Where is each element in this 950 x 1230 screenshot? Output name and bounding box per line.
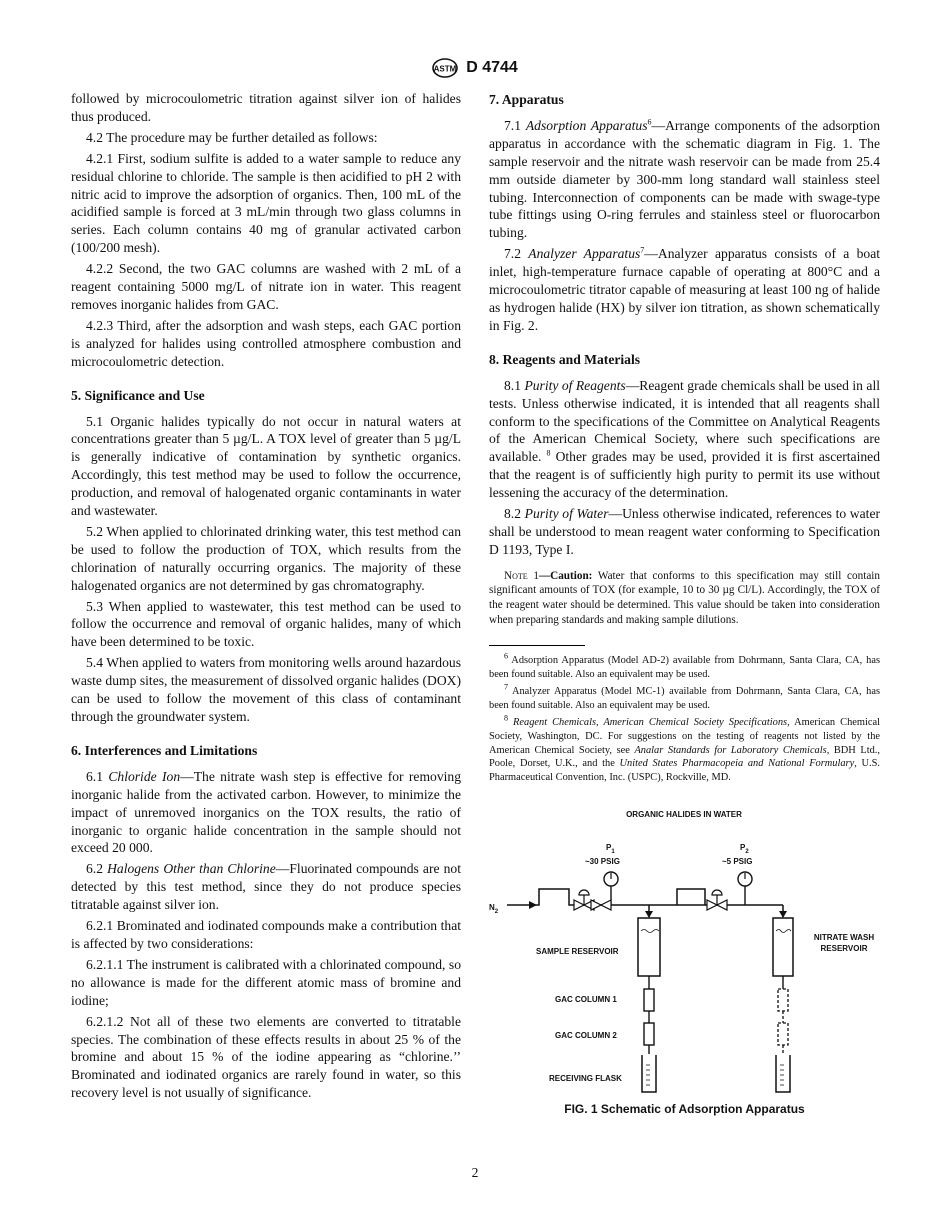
valve-1-icon	[591, 900, 611, 910]
nitrate-wash-label-2: RESERVOIR	[820, 944, 868, 954]
arrow-icon	[645, 911, 653, 918]
paragraph: 8.2 Purity of Water—Unless otherwise indicated, references to water shall be understood to mean reagent water conforming to Specification D 1193, Type I.	[489, 506, 880, 557]
arrow-icon	[529, 901, 537, 909]
section-heading: 6. Interferences and Limitations	[71, 742, 258, 758]
gac-column-1	[644, 989, 654, 1011]
paragraph: 6.2.1 Brominated and iodinated compounds make a contribution that is affected by two considerations:	[71, 918, 461, 951]
p1-label: $P_1$	[606, 843, 615, 856]
paragraph: 5.1 Organic halides typically do not occur in natural waters at concentrations greater than 5 µg/L. A TOX level of greater than 5 µg/L is generally indicative of contamination by synthetic organics. Accordingly, this test method may be used to follow the occurrence, production, and removal of halogenated organic contaminants in water and wastewater.	[71, 413, 461, 519]
right-column	[489, 90, 880, 1119]
logo-text: ASTM	[433, 64, 457, 74]
gac-column-2-wash	[778, 1023, 788, 1045]
paragraph: 5.3 When applied to wastewater, this test method can be used to follow the occurrence and removal of organic halides, many of which have been determined to be toxic.	[71, 598, 461, 650]
section-heading: 7. Apparatus	[489, 92, 564, 107]
footnote-ref: 7	[640, 245, 645, 255]
paragraph: 6.1 Chloride Ion—The nitrate wash step is effective for removing inorganic halide from the activated carbon. However, to minimize the impact of unremoved inorganics on the TOX results, the ratio of inorganic to organic halide concentration in the sample should not exceed 20 000.	[71, 768, 462, 856]
arrow-icon	[779, 911, 787, 918]
paragraph: 4.2.3 Third, after the adsorption and wash steps, each GAC portion is analyzed for halides using controlled atmosphere combustion and microcoulometric detection.	[71, 317, 461, 369]
gac-column-2-label: GAC COLUMN 2	[555, 1031, 617, 1041]
footnote: $^8$ Reagent Chemicals, American Chemical Society Specifications, American Chemical Society, Washington, DC. For suggestions on the testing of reagents not listed by the American Chemical Society, see Analar Standards for Laboratory Chemicals, BDH Ltd., Poole, Dorset, U.K., and the United States Pharmacopeia and National Formulary, U.S. Pharmaceutical Convention, Inc. (USPC), Rockville, MD.	[489, 713, 880, 784]
receiving-flask-label: RECEIVING FLASK	[549, 1074, 622, 1084]
footnote-ref: 8	[546, 448, 551, 458]
footnote: $^7$ Analyzer Apparatus (Model MC-1) available from Dohrmann, Santa Clara, CA, has been found suitable. Also an equivalent may be used.	[489, 682, 880, 711]
paragraph: 7.1 Adsorption Apparatus$^6$—Arrange components of the adsorption apparatus in accordance with the schematic diagram in Fig. 1. The sample reservoir and the nitrate wash reservoir can be made from 25.4 mm outside diameter by 300-mm long standard wall stainless steel tubing. Interconnection of components can be made with swage-type tube fittings using O-ring ferrules and stainless steel or fluorocarbon tubing.	[489, 117, 881, 241]
footnote-ref: 6	[647, 117, 652, 127]
paragraph: 6.2.1.2 Not all of these two elements are converted to titratable species. The combination of these effects results in about 25 % of the bromine and about 15 % of the iodine appearing as “chlorine.’’ Brominated and iodinated organics are rarely found in water, so this recovery level is not usually of significance.	[71, 1013, 461, 1101]
paragraph: 8.1 Purity of Reagents—Reagent grade chemicals shall be used in all tests. Unless otherwise indicated, it is intended that all reagents shall conform to the specifications of the Committee on Analytical Reagents of the American Chemical Society, where such specifications are available. $^8$ Other grades may be used, provided it is first ascertained that the reagent is of sufficiently high purity to permit its use without lessening the accuracy of the determination.	[489, 377, 881, 501]
figure-1	[489, 807, 880, 1119]
figure-title: ORGANIC HALIDES IN WATER	[626, 810, 742, 820]
gac-column-2	[644, 1023, 654, 1045]
receiving-flask-icon	[642, 1055, 656, 1092]
paragraph: 6.2 Halogens Other than Chlorine—Fluorinated compounds are not detected by this test method, since they do not produce species titratable against silver ion.	[71, 861, 461, 913]
paragraph: 5.4 When applied to waters from monitoring wells around hazardous waste dump sites, the measurement of dissolved organic halides (DOX) can be used to follow the movement of this class of contaminant through the groundwater system.	[71, 655, 461, 724]
section-heading: 8. Reagents and Materials	[489, 351, 641, 367]
footnote: $^6$ Adsorption Apparatus (Model AD-2) available from Dohrmann, Santa Clara, CA, has been found suitable. Also an equivalent may be used.	[489, 651, 880, 681]
astm-logo-icon	[432, 58, 458, 78]
adsorption-schematic	[489, 807, 880, 1097]
gac-column-1-label: GAC COLUMN 1	[555, 995, 617, 1005]
p2-value: ~5 PSIG	[722, 857, 753, 867]
n2-label: $N_2$	[489, 903, 499, 916]
footnote-divider	[489, 645, 585, 646]
paragraph: followed by microcoulometric titration against silver ion of halides thus produced.	[71, 91, 461, 124]
paragraph: 4.2 The procedure may be further detailed as follows:	[86, 129, 378, 145]
p2-label: $P_2$	[740, 843, 749, 856]
p1-value: ~30 PSIG	[585, 857, 620, 867]
paragraph: 6.2.1.1 The instrument is calibrated with a chlorinated compound, so no allowance is made for the different atomic mass of bromine and iodine;	[71, 956, 461, 1008]
sample-reservoir-vessel	[638, 918, 660, 976]
nitrate-wash-label-1: NITRATE WASH	[813, 933, 875, 943]
section-heading: 5. Significance and Use	[71, 387, 205, 403]
paragraph: 4.2.2 Second, the two GAC columns are washed with 2 mL of a reagent containing 5000 mg/L of nitrate ion in water. This reagent removes inorganic halides from GAC.	[71, 261, 461, 312]
regulator-2-icon	[707, 890, 727, 910]
page-number: 2	[471, 1165, 479, 1180]
left-column	[71, 90, 461, 1105]
figure-caption: FIG. 1 Schematic of Adsorption Apparatus	[564, 1102, 805, 1117]
nitrate-wash-vessel	[773, 918, 793, 976]
receiving-flask-icon	[776, 1055, 790, 1092]
sample-reservoir-label: SAMPLE RESERVOIR	[536, 947, 619, 957]
gac-column-1-wash	[778, 989, 788, 1011]
note: Note 1—Caution: Water that conforms to this specification may still contain significant amounts of TOX (for example, 10 to 30 µg Cl/L). Accordingly, the TOX of the reagent water should be determined. This value should be taken into consideration when preparing standards and making sample dilutions.	[489, 569, 880, 626]
designation: D 4744	[466, 59, 518, 76]
page-header	[0, 58, 950, 78]
paragraph: 4.2.1 First, sodium sulfite is added to a water sample to reduce any residual chlorine to chloride. The sample is then acidified to pH 2 with nitric acid to improve the adsorption of organics. Then, 100 mL of the acidified sample is forced at 3 mL/min through two glass columns in series. Each column contains 40 mg of granular activated carbon (100/200 mesh).	[71, 150, 461, 256]
paragraph: 5.2 When applied to chlorinated drinking water, this test method can be used to follow the production of TOX, which results from the chlorination of naturally occurring organics. The majority of these halogenated organics are not determined by gas chromatography.	[71, 523, 461, 593]
paragraph: 7.2 Analyzer Apparatus$^7$—Analyzer apparatus consists of a boat inlet, high-temperature furnace capable of operating at 800°C and a microcoulometric titrator capable of measuring at least 100 ng of halide as hydrogen halide (HX) by silver ion titration, as shown schematically in Fig. 2.	[489, 245, 881, 333]
